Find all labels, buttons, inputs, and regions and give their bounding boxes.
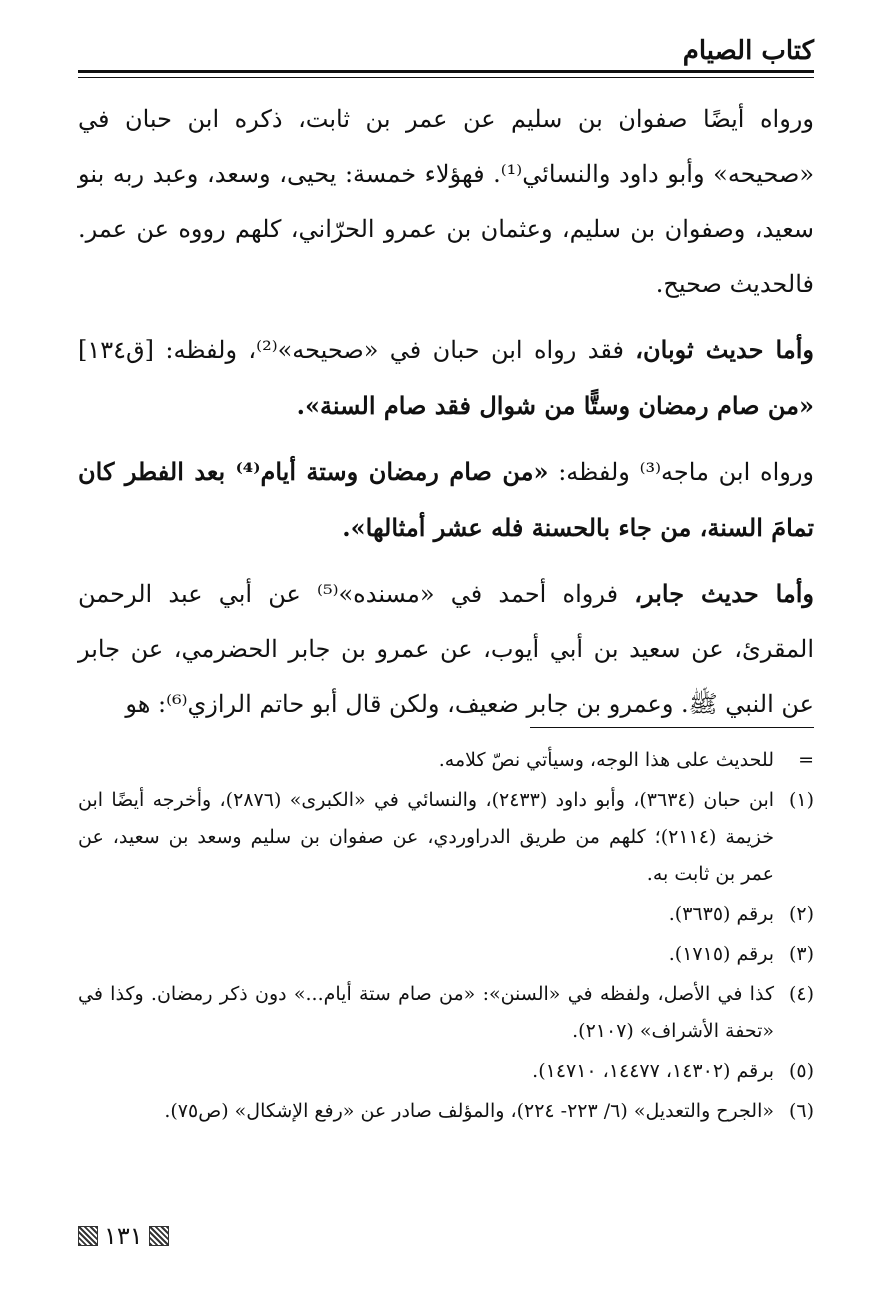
footnote-mark: (٥) [788, 1060, 814, 1082]
running-header-title: كتاب الصيام [682, 36, 814, 66]
footnote-mark: (١) [788, 789, 814, 811]
footnote-text: برقم (١٤٣٠٢، ١٤٤٧٧، ١٤٧١٠). [532, 1060, 774, 1082]
footnote-3 [78, 936, 814, 973]
footnote-mark: (٤) [788, 983, 814, 1005]
footnote-mark: = [798, 749, 814, 771]
paragraph-4-text: فرواه أحمد في «مسنده»⁽⁵⁾ عن أبي عبد الرحمن المقرئ، عن سعيد بن أبي أيوب، عن عمرو بن جابر الحضرمي، عن جابر عن النبي ﷺ. وعمرو بن جابر ضعيف، ولكن قال أبو حاتم الرازي⁽⁶⁾: هو [78, 580, 814, 718]
footnote-separator [530, 727, 814, 728]
paragraph-4 [78, 566, 814, 732]
paragraph-4-lead-in: وأما حديث جابر، [634, 579, 814, 608]
main-text [78, 92, 814, 742]
footnote-5 [78, 1053, 814, 1090]
paragraph-2-hadith-quote: «من صام رمضان وستًّا من شوال فقد صام السنة». [296, 391, 814, 420]
ornament-left-icon [78, 1226, 98, 1246]
footnote-text: برقم (١٧١٥). [668, 943, 774, 965]
footnote-6 [78, 1093, 814, 1130]
footnote-mark: (٣) [788, 943, 814, 965]
paragraph-1: ورواه أيضًا صفوان بن سليم عن عمر بن ثابت، ذكره ابن حبان في «صحيحه» وأبو داود والنسائي⁽¹⁾. فهؤلاء خمسة: يحيى، وسعد، وعبد ربه بنو سعيد، وصفوان بن سليم، وعثمان بن عمرو الحرّاني، كلهم رووه عن عمر. فالحديث صحيح. [78, 105, 815, 298]
paragraph-2-lead-in: وأما حديث ثوبان، [635, 335, 814, 364]
footnote-text: كذا في الأصل، ولفظه في «السنن»: «من صام ستة أيام...» دون ذكر رمضان. وكذا في «تحفة الأشراف» (٢١٠٧). [78, 983, 774, 1042]
paragraph-2 [78, 322, 814, 434]
footnote-text: برقم (٣٦٣٥). [668, 903, 774, 925]
footnote-text: ابن حبان (٣٦٣٤)، وأبو داود (٢٤٣٣)، والنسائي في «الكبرى» (٢٨٧٦)، وأخرجه أيضًا ابن خزيمة (٢١١٤)؛ كلهم من طريق الدراوردي، عن صفوان بن سليم وسعد بن سعيد، عن عمر بن ثابت به. [78, 789, 775, 885]
page-number: ١٣١ [104, 1222, 143, 1250]
footnote-text: «الجرح والتعديل» (٦/ ٢٢٣- ٢٢٤)، والمؤلف صادر عن «رفع الإشكال» (ص٧٥). [164, 1100, 774, 1122]
paragraph-2-text: فقد رواه ابن حبان في «صحيحه»⁽²⁾، ولفظه: [ق١٣٤] [78, 336, 636, 364]
paragraph-3 [78, 444, 814, 556]
footnote-1 [78, 782, 814, 893]
paragraph-3-text: ورواه ابن ماجه⁽³⁾ ولفظه: [548, 458, 815, 486]
page-number-block [78, 1222, 169, 1250]
ornament-right-icon [149, 1226, 169, 1246]
footnote-2 [78, 896, 814, 933]
header-rule-thin [78, 77, 814, 78]
footnote-mark: (٢) [788, 903, 814, 925]
footnote-text: للحديث على هذا الوجه، وسيأتي نصّ كلامه. [438, 749, 774, 771]
paragraph-3-hadith-quote: «من صام رمضان وستة أيام⁽⁴⁾ بعد الفطر كان تمامَ السنة، من جاء بالحسنة فله عشر أمثالها». [78, 457, 814, 542]
footnote-mark: (٦) [788, 1100, 814, 1122]
footnotes [78, 742, 814, 1133]
footnote-continuation [78, 742, 814, 779]
footnote-4 [78, 976, 814, 1050]
header-rule-thick [78, 70, 814, 73]
